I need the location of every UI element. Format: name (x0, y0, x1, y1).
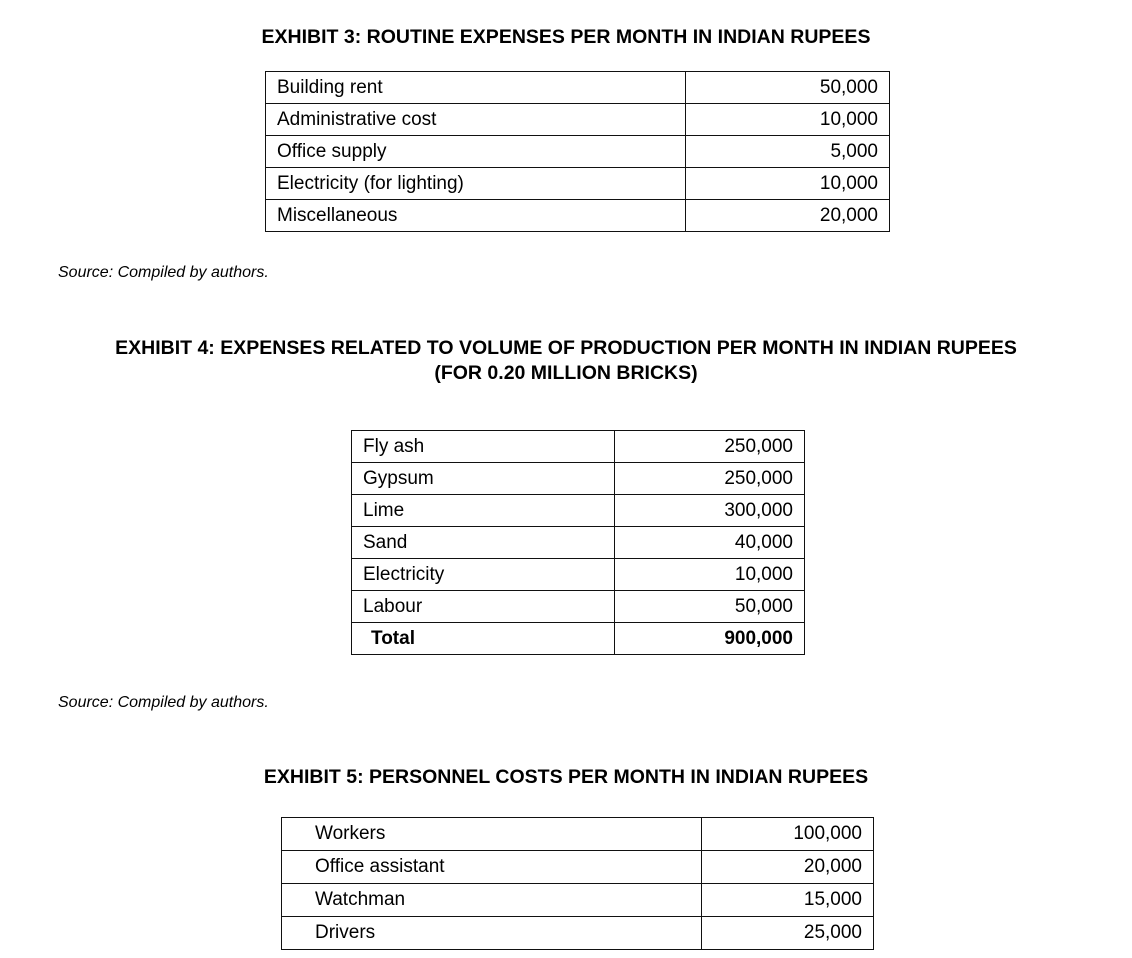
table-row (282, 884, 874, 917)
table-row (352, 591, 805, 623)
exhibit-5-title: EXHIBIT 5: PERSONNEL COSTS PER MONTH IN INDIAN RUPEES (263, 766, 869, 788)
table-row (352, 559, 805, 591)
row-label: Electricity (352, 559, 615, 591)
exhibit-5-table (281, 817, 874, 950)
total-value: 900,000 (615, 623, 805, 655)
row-value: 10,000 (615, 559, 805, 591)
exhibit-4-subtitle: (FOR 0.20 MILLION BRICKS) (434, 362, 698, 384)
row-value: 20,000 (686, 200, 890, 232)
row-label: Electricity (for lighting) (266, 168, 686, 200)
row-label: Workers (282, 818, 702, 851)
exhibit-3-source: Source: Compiled by authors. (58, 264, 269, 281)
row-label: Lime (352, 495, 615, 527)
row-label: Administrative cost (266, 104, 686, 136)
row-value: 25,000 (702, 917, 874, 950)
table-row (352, 495, 805, 527)
row-label: Office supply (266, 136, 686, 168)
row-value: 300,000 (615, 495, 805, 527)
row-value: 15,000 (702, 884, 874, 917)
table-row (266, 200, 890, 232)
row-value: 5,000 (686, 136, 890, 168)
table-row (282, 851, 874, 884)
table-row (282, 818, 874, 851)
row-value: 10,000 (686, 104, 890, 136)
row-label: Watchman (282, 884, 702, 917)
exhibit-3-title: EXHIBIT 3: ROUTINE EXPENSES PER MONTH IN INDIAN RUPEES (261, 26, 871, 48)
row-label: Drivers (282, 917, 702, 950)
table-row (352, 463, 805, 495)
row-label: Miscellaneous (266, 200, 686, 232)
row-label: Labour (352, 591, 615, 623)
total-row (352, 623, 805, 655)
row-label: Fly ash (352, 431, 615, 463)
exhibit-4-source: Source: Compiled by authors. (58, 694, 269, 711)
exhibit-4-title: EXHIBIT 4: EXPENSES RELATED TO VOLUME OF PRODUCTION PER MONTH IN INDIAN RUPEES (115, 337, 1017, 359)
row-label: Office assistant (282, 851, 702, 884)
table-row (266, 136, 890, 168)
table-row (266, 104, 890, 136)
row-value: 250,000 (615, 431, 805, 463)
row-value: 50,000 (615, 591, 805, 623)
table-row (352, 431, 805, 463)
table-row (266, 72, 890, 104)
table-row (282, 917, 874, 950)
row-label: Gypsum (352, 463, 615, 495)
row-value: 10,000 (686, 168, 890, 200)
row-value: 50,000 (686, 72, 890, 104)
row-label: Building rent (266, 72, 686, 104)
row-value: 100,000 (702, 818, 874, 851)
table-row (266, 168, 890, 200)
exhibit-4-table (351, 430, 805, 655)
row-value: 20,000 (702, 851, 874, 884)
total-label: Total (352, 623, 615, 655)
table-row (352, 527, 805, 559)
row-label: Sand (352, 527, 615, 559)
row-value: 40,000 (615, 527, 805, 559)
exhibit-3-table (265, 71, 890, 232)
row-value: 250,000 (615, 463, 805, 495)
